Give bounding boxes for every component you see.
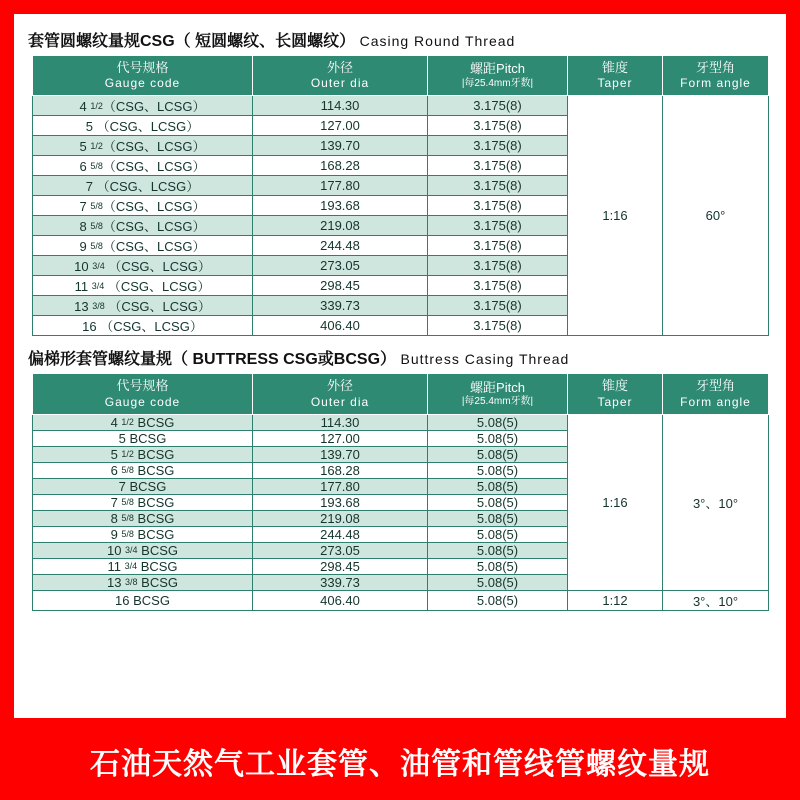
cell-outer-dia: 193.68 <box>253 494 428 510</box>
cell-outer-dia: 273.05 <box>253 542 428 558</box>
col-pitch-sub: |每25.4mm牙数| <box>461 395 534 407</box>
column-header-taper <box>568 374 663 414</box>
cell-outer-dia: 298.45 <box>253 276 428 296</box>
cell-form-angle: 3°、10° <box>663 590 769 610</box>
cell-outer-dia: 127.00 <box>253 430 428 446</box>
cell-outer-dia: 114.30 <box>253 414 428 430</box>
section-title-1-cn: 套管圆螺纹量规CSG（ 短圆螺纹、长圆螺纹） <box>28 33 356 50</box>
cell-gauge-code: 7 5/8 BCSG <box>33 494 253 510</box>
column-header-outer-dia <box>253 374 428 414</box>
cell-pitch: 3.175(8) <box>428 156 568 176</box>
cell-gauge-code: 8 5/8（CSG、LCSG） <box>33 216 253 236</box>
cell-pitch: 5.08(5) <box>428 590 568 610</box>
banner-text: 石油天然气工业套管、油管和管线管螺纹量规 <box>90 748 710 781</box>
col-outer-dia-en: Outer dia <box>310 394 370 409</box>
col-taper-cn: 锥度 <box>601 378 628 394</box>
col-outer-dia-en: Outer dia <box>310 76 370 91</box>
cell-pitch: 3.175(8) <box>428 236 568 256</box>
column-header-form-angle <box>663 374 769 414</box>
cell-pitch: 5.08(5) <box>428 558 568 574</box>
cell-outer-dia: 244.48 <box>253 526 428 542</box>
cell-gauge-code: 5 （CSG、LCSG） <box>33 116 253 136</box>
cell-pitch: 3.175(8) <box>428 256 568 276</box>
cell-outer-dia: 406.40 <box>253 590 428 610</box>
column-header-outer-dia <box>253 56 428 96</box>
cell-form-angle: 3°、10° <box>663 414 769 590</box>
cell-outer-dia: 177.80 <box>253 478 428 494</box>
section-title-1 <box>14 24 786 55</box>
col-outer-dia-cn: 外径 <box>326 60 353 75</box>
cell-pitch: 3.175(8) <box>428 176 568 196</box>
cell-gauge-code: 16 （CSG、LCSG） <box>33 316 253 336</box>
cell-gauge-code: 5 BCSG <box>33 430 253 446</box>
cell-outer-dia: 127.00 <box>253 116 428 136</box>
cell-gauge-code: 13 3/8 （CSG、LCSG） <box>33 296 253 316</box>
col-form-angle-cn: 牙型角 <box>695 378 735 394</box>
section-title-2-en: Buttress Casing Thread <box>400 351 570 368</box>
col-gauge-code-en: Gauge code <box>104 394 181 409</box>
cell-pitch: 3.175(8) <box>428 116 568 136</box>
column-header-pitch <box>428 56 568 96</box>
cell-outer-dia: 298.45 <box>253 558 428 574</box>
section-title-1-en: Casing Round Thread <box>359 33 516 49</box>
cell-outer-dia: 139.70 <box>253 446 428 462</box>
table-row <box>33 590 769 610</box>
col-gauge-code-en: Gauge code <box>104 76 181 91</box>
cell-pitch: 5.08(5) <box>428 414 568 430</box>
section-title-2-cn: 偏梯形套管螺纹量规（ BUTTRESS CSG或BCSG） <box>28 351 397 369</box>
table-row <box>33 414 769 430</box>
cell-gauge-code: 10 3/4 BCSG <box>33 542 253 558</box>
cell-gauge-code: 5 1/2（CSG、LCSG） <box>33 136 253 156</box>
tables-panel <box>14 14 786 718</box>
cell-taper: 1:16 <box>568 414 663 590</box>
cell-gauge-code: 7 BCSG <box>33 478 253 494</box>
cell-outer-dia: 168.28 <box>253 156 428 176</box>
cell-gauge-code: 16 BCSG <box>33 590 253 610</box>
cell-outer-dia: 139.70 <box>253 136 428 156</box>
cell-pitch: 3.175(8) <box>428 316 568 336</box>
table-header-row <box>33 56 769 96</box>
cell-gauge-code: 11 3/4 BCSG <box>33 558 253 574</box>
cell-gauge-code: 6 5/8 BCSG <box>33 462 253 478</box>
cell-pitch: 3.175(8) <box>428 96 568 116</box>
cell-outer-dia: 339.73 <box>253 296 428 316</box>
cell-pitch: 3.175(8) <box>428 276 568 296</box>
cell-gauge-code: 9 5/8（CSG、LCSG） <box>33 236 253 256</box>
cell-form-angle: 60° <box>663 96 769 336</box>
cell-gauge-code: 11 3/4 （CSG、LCSG） <box>33 276 253 296</box>
col-outer-dia-cn: 外径 <box>326 378 353 394</box>
cell-gauge-code: 13 3/8 BCSG <box>33 574 253 590</box>
cell-outer-dia: 219.08 <box>253 216 428 236</box>
cell-outer-dia: 244.48 <box>253 236 428 256</box>
cell-pitch: 5.08(5) <box>428 510 568 526</box>
cell-taper: 1:16 <box>568 96 663 336</box>
cell-pitch: 3.175(8) <box>428 196 568 216</box>
column-header-gauge-code <box>33 374 253 414</box>
cell-outer-dia: 168.28 <box>253 462 428 478</box>
cell-gauge-code: 4 1/2（CSG、LCSG） <box>33 96 253 116</box>
column-header-gauge-code <box>33 56 253 96</box>
column-header-taper <box>568 56 663 96</box>
cell-outer-dia: 193.68 <box>253 196 428 216</box>
cell-outer-dia: 339.73 <box>253 574 428 590</box>
bottom-banner <box>0 722 800 800</box>
col-taper-cn: 锥度 <box>601 60 628 75</box>
cell-gauge-code: 7 （CSG、LCSG） <box>33 176 253 196</box>
col-form-angle-cn: 牙型角 <box>695 60 735 75</box>
cell-gauge-code: 8 5/8 BCSG <box>33 510 253 526</box>
cell-pitch: 5.08(5) <box>428 430 568 446</box>
cell-pitch: 5.08(5) <box>428 462 568 478</box>
col-gauge-code-cn: 代号规格 <box>116 60 169 75</box>
cell-outer-dia: 219.08 <box>253 510 428 526</box>
cell-pitch: 5.08(5) <box>428 526 568 542</box>
cell-pitch: 5.08(5) <box>428 542 568 558</box>
cell-outer-dia: 406.40 <box>253 316 428 336</box>
table-body-1 <box>33 96 769 336</box>
cell-pitch: 5.08(5) <box>428 494 568 510</box>
cell-gauge-code: 5 1/2 BCSG <box>33 446 253 462</box>
cell-gauge-code: 4 1/2 BCSG <box>33 414 253 430</box>
table-casing-round-thread <box>32 55 769 336</box>
table-row <box>33 96 769 116</box>
cell-gauge-code: 7 5/8（CSG、LCSG） <box>33 196 253 216</box>
cell-pitch: 5.08(5) <box>428 574 568 590</box>
cell-gauge-code: 9 5/8 BCSG <box>33 526 253 542</box>
cell-outer-dia: 273.05 <box>253 256 428 276</box>
col-gauge-code-cn: 代号规格 <box>116 378 169 394</box>
table-header-row <box>33 374 769 414</box>
cell-pitch: 5.08(5) <box>428 478 568 494</box>
column-header-pitch <box>428 374 568 414</box>
section-title-2 <box>14 342 786 373</box>
cell-gauge-code: 10 3/4 （CSG、LCSG） <box>33 256 253 276</box>
table-buttress-casing-thread <box>32 373 769 610</box>
cell-pitch: 5.08(5) <box>428 446 568 462</box>
col-form-angle-en: Form angle <box>680 394 751 409</box>
col-pitch-cn: 螺距Pitch <box>470 61 525 77</box>
cell-pitch: 3.175(8) <box>428 296 568 316</box>
cell-outer-dia: 177.80 <box>253 176 428 196</box>
table-body-2 <box>33 414 769 610</box>
col-form-angle-en: Form angle <box>680 76 751 91</box>
cell-pitch: 3.175(8) <box>428 216 568 236</box>
col-pitch-sub: |每25.4mm牙数| <box>461 77 534 89</box>
cell-outer-dia: 114.30 <box>253 96 428 116</box>
cell-taper: 1:12 <box>568 590 663 610</box>
col-pitch-cn: 螺距Pitch <box>470 379 525 395</box>
column-header-form-angle <box>663 56 769 96</box>
col-taper-en: Taper <box>597 76 633 91</box>
cell-gauge-code: 6 5/8（CSG、LCSG） <box>33 156 253 176</box>
cell-pitch: 3.175(8) <box>428 136 568 156</box>
col-taper-en: Taper <box>597 394 633 409</box>
